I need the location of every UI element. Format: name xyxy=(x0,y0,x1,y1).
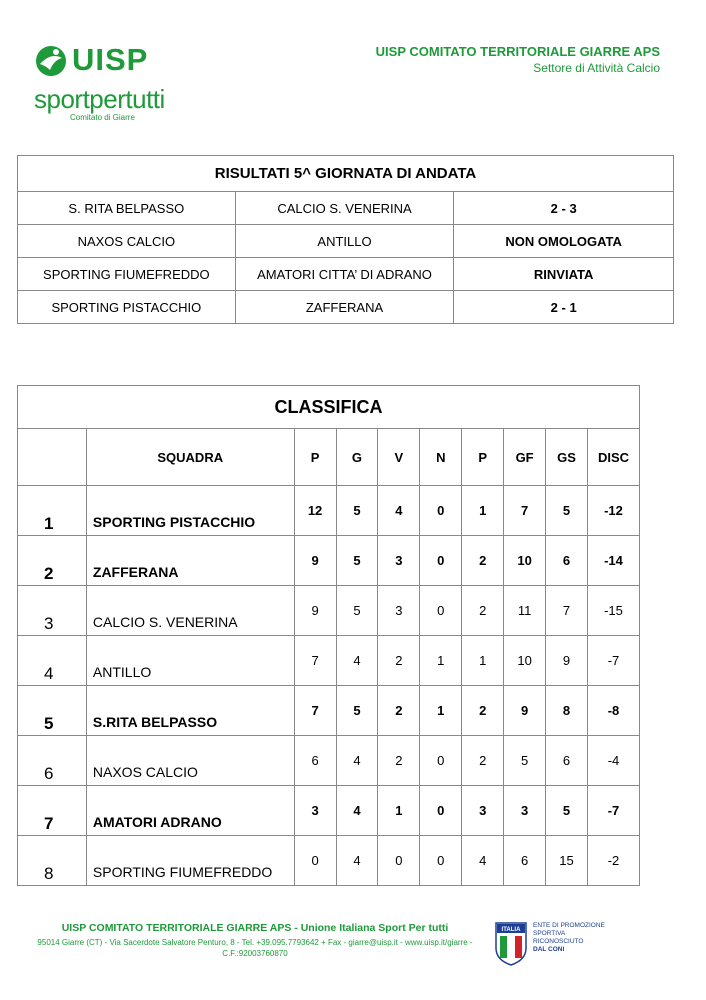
football-player-icon xyxy=(34,44,68,78)
col-pos xyxy=(18,429,87,486)
col-team: SQUADRA xyxy=(86,429,294,486)
org-header xyxy=(376,44,660,75)
coni-line: ENTE DI PROMOZIONE xyxy=(533,922,605,929)
stat-disc: -7 xyxy=(588,786,640,836)
col-goals-against: GS xyxy=(546,429,588,486)
stat-won: 3 xyxy=(378,536,420,586)
stat-lost: 2 xyxy=(462,586,504,636)
stat-won: 0 xyxy=(378,836,420,886)
standings-row xyxy=(18,536,640,586)
standings-row xyxy=(18,786,640,836)
stat-lost: 2 xyxy=(462,686,504,736)
stat-points: 0 xyxy=(294,836,336,886)
stat-lost: 3 xyxy=(462,786,504,836)
team-name: SPORTING PISTACCHIO xyxy=(86,486,294,536)
col-points: P xyxy=(294,429,336,486)
stat-drawn: 0 xyxy=(420,736,462,786)
logo-text: UISP xyxy=(72,42,149,77)
match-score: RINVIATA xyxy=(454,258,674,291)
stat-disc: -14 xyxy=(588,536,640,586)
home-team: S. RITA BELPASSO xyxy=(18,192,236,225)
stat-won: 1 xyxy=(378,786,420,836)
standings-row xyxy=(18,636,640,686)
stat-points: 6 xyxy=(294,736,336,786)
home-team: SPORTING FIUMEFREDDO xyxy=(18,258,236,291)
uisp-logo xyxy=(34,40,184,130)
footer-tax-code: C.F.:92003760870 xyxy=(222,949,288,958)
result-row xyxy=(18,291,674,324)
team-name: ZAFFERANA xyxy=(86,536,294,586)
away-team: ANTILLO xyxy=(235,225,454,258)
stat-drawn: 0 xyxy=(420,786,462,836)
team-name: AMATORI ADRANO xyxy=(86,786,294,836)
stat-drawn: 1 xyxy=(420,686,462,736)
match-score: 2 - 1 xyxy=(454,291,674,324)
stat-points: 7 xyxy=(294,636,336,686)
position: 5 xyxy=(18,686,87,736)
stat-won: 2 xyxy=(378,736,420,786)
footer-address-line: 95014 Giarre (CT) - Via Sacerdote Salvatore Penturo, 8 - Tel. +39.095.7793642 + Fax - giarre@uisp.it - www.uisp.it/giarre - xyxy=(37,938,473,947)
stat-lost: 1 xyxy=(462,486,504,536)
team-name: S.RITA BELPASSO xyxy=(86,686,294,736)
results-table xyxy=(17,155,674,324)
italia-label: ITALIA xyxy=(501,927,521,933)
stat-played: 5 xyxy=(336,536,378,586)
stat-disc: -7 xyxy=(588,636,640,686)
away-team: CALCIO S. VENERINA xyxy=(235,192,454,225)
team-name: CALCIO S. VENERINA xyxy=(86,586,294,636)
stat-played: 4 xyxy=(336,736,378,786)
stat-disc: -2 xyxy=(588,836,640,886)
stat-disc: -15 xyxy=(588,586,640,636)
col-disc: DISC xyxy=(588,429,640,486)
match-score: 2 - 3 xyxy=(454,192,674,225)
col-drawn: N xyxy=(420,429,462,486)
stat-played: 4 xyxy=(336,836,378,886)
coni-badge xyxy=(495,922,625,972)
footer-org: UISP COMITATO TERRITORIALE GIARRE APS - Unione Italiana Sport Per tutti xyxy=(61,922,449,934)
match-score: NON OMOLOGATA xyxy=(454,225,674,258)
standings-table xyxy=(17,385,640,886)
results-title: RISULTATI 5^ GIORNATA DI ANDATA xyxy=(18,156,674,192)
org-subtitle: Settore di Attività Calcio xyxy=(533,61,660,75)
standings-row xyxy=(18,836,640,886)
away-team: ZAFFERANA xyxy=(235,291,454,324)
stat-played: 4 xyxy=(336,636,378,686)
stat-goals-for: 11 xyxy=(504,586,546,636)
stat-goals-against: 6 xyxy=(546,536,588,586)
stat-disc: -8 xyxy=(588,686,640,736)
stat-drawn: 1 xyxy=(420,636,462,686)
logo-subtitle: Comitato di Giarre xyxy=(70,113,135,122)
standings-header-row xyxy=(18,429,640,486)
coni-line: DAL CONI xyxy=(533,946,565,953)
stat-goals-for: 5 xyxy=(504,736,546,786)
stat-lost: 1 xyxy=(462,636,504,686)
stat-lost: 4 xyxy=(462,836,504,886)
result-row xyxy=(18,258,674,291)
stat-played: 5 xyxy=(336,686,378,736)
standings-title: CLASSIFICA xyxy=(18,386,640,429)
stat-goals-for: 7 xyxy=(504,486,546,536)
stat-goals-for: 9 xyxy=(504,686,546,736)
stat-goals-for: 6 xyxy=(504,836,546,886)
stat-drawn: 0 xyxy=(420,836,462,886)
result-row xyxy=(18,192,674,225)
stat-goals-against: 6 xyxy=(546,736,588,786)
footer xyxy=(30,922,480,959)
position: 8 xyxy=(18,836,87,886)
home-team: NAXOS CALCIO xyxy=(18,225,236,258)
italia-shield-icon xyxy=(495,922,527,966)
stat-goals-against: 15 xyxy=(546,836,588,886)
position: 2 xyxy=(18,536,87,586)
position: 4 xyxy=(18,636,87,686)
stat-won: 2 xyxy=(378,636,420,686)
stat-played: 5 xyxy=(336,586,378,636)
position: 6 xyxy=(18,736,87,786)
stat-lost: 2 xyxy=(462,536,504,586)
stat-won: 4 xyxy=(378,486,420,536)
standings-row xyxy=(18,486,640,536)
coni-line: SPORTIVA xyxy=(533,930,566,937)
stat-lost: 2 xyxy=(462,736,504,786)
position: 1 xyxy=(18,486,87,536)
stat-goals-against: 5 xyxy=(546,786,588,836)
stat-disc: -12 xyxy=(588,486,640,536)
stat-goals-against: 5 xyxy=(546,486,588,536)
away-team: AMATORI CITTA’ DI ADRANO xyxy=(235,258,454,291)
stat-goals-against: 9 xyxy=(546,636,588,686)
stat-goals-against: 8 xyxy=(546,686,588,736)
stat-drawn: 0 xyxy=(420,586,462,636)
stat-goals-against: 7 xyxy=(546,586,588,636)
team-name: SPORTING FIUMEFREDDO xyxy=(86,836,294,886)
result-row xyxy=(18,225,674,258)
home-team: SPORTING PISTACCHIO xyxy=(18,291,236,324)
team-name: NAXOS CALCIO xyxy=(86,736,294,786)
stat-drawn: 0 xyxy=(420,536,462,586)
stat-points: 12 xyxy=(294,486,336,536)
col-goals-for: GF xyxy=(504,429,546,486)
stat-drawn: 0 xyxy=(420,486,462,536)
footer-address xyxy=(30,937,480,959)
stat-disc: -4 xyxy=(588,736,640,786)
standings-row xyxy=(18,586,640,636)
stat-played: 5 xyxy=(336,486,378,536)
col-played: G xyxy=(336,429,378,486)
stat-goals-for: 3 xyxy=(504,786,546,836)
stat-points: 3 xyxy=(294,786,336,836)
stat-points: 9 xyxy=(294,536,336,586)
stat-points: 9 xyxy=(294,586,336,636)
logo-tagline: sportpertutti xyxy=(34,84,165,114)
stat-goals-for: 10 xyxy=(504,536,546,586)
stat-won: 2 xyxy=(378,686,420,736)
position: 3 xyxy=(18,586,87,636)
org-title: UISP COMITATO TERRITORIALE GIARRE APS xyxy=(375,44,660,59)
stat-goals-for: 10 xyxy=(504,636,546,686)
stat-points: 7 xyxy=(294,686,336,736)
col-won: V xyxy=(378,429,420,486)
standings-row xyxy=(18,686,640,736)
stat-played: 4 xyxy=(336,786,378,836)
stat-won: 3 xyxy=(378,586,420,636)
standings-row xyxy=(18,736,640,786)
position: 7 xyxy=(18,786,87,836)
coni-text xyxy=(533,922,605,954)
col-lost: P xyxy=(462,429,504,486)
coni-line: RICONOSCIUTO xyxy=(533,938,584,945)
team-name: ANTILLO xyxy=(86,636,294,686)
